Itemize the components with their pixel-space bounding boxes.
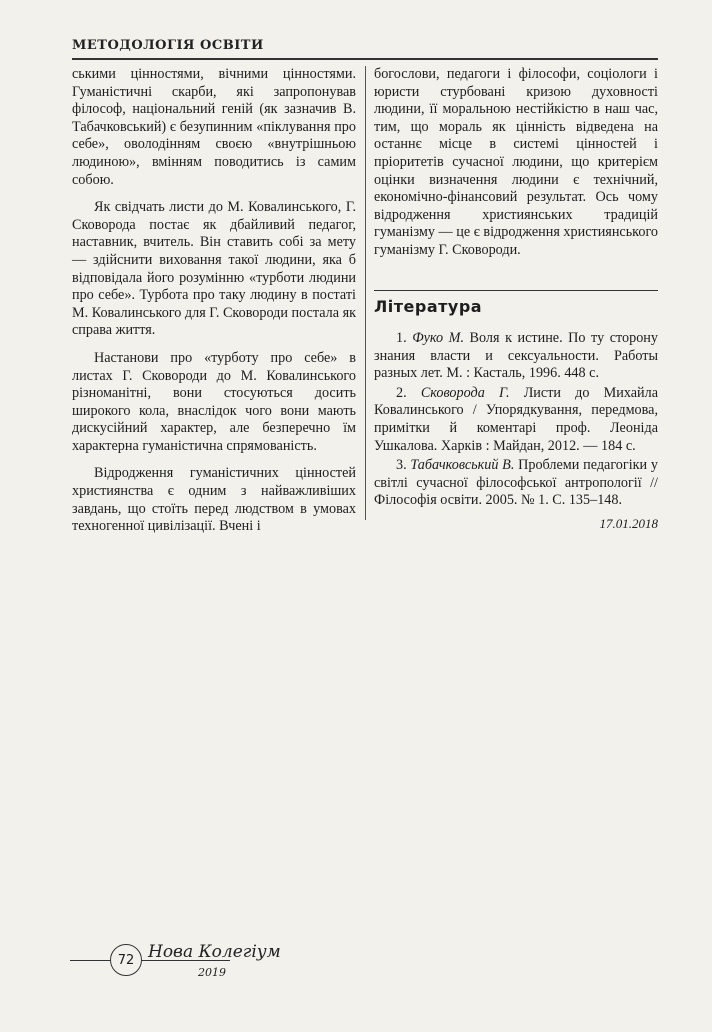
journal-logo: Нова Колегіум bbox=[148, 942, 281, 962]
page-number: 72 bbox=[110, 944, 142, 976]
section-rule bbox=[374, 290, 658, 291]
page-footer bbox=[70, 936, 290, 982]
running-header: МЕТОДОЛОГІЯ ОСВІТИ bbox=[72, 38, 264, 53]
reference-item bbox=[374, 457, 658, 510]
reference-item bbox=[374, 330, 658, 383]
paragraph: богослови, педагоги і філософи, соціологи і юристи стурбовані кризою духовності людини, її моральною нестійкістю в наш час, тим, що мораль як цінність відведена на останнє місце в системі цінностей і пріоритетів сучасної людини, що критерієм оцінки визначення людини є технічний, економічно-фінансовий результат. Ось чому відродження християнських традицій гуманізму — це є відродження християнського гуманізму Г. Сковороди. bbox=[374, 66, 658, 258]
paragraph: Відродження гуманістичних цінностей християнства є одним з найважливіших завдань, що стоїть перед людством в умовах техногенної цивілізації. Вчені і bbox=[72, 465, 356, 535]
reference-text: Воля к истине. По ту сторону знания власти и сексуальности. Работы разных лет. М. : Касталь, 1996. 448 с. bbox=[374, 330, 658, 382]
reference-number: 3. bbox=[396, 457, 407, 474]
reference-number: 2. bbox=[396, 384, 407, 401]
reference-text: Листи до Михайла Ковалинського / Упорядкування, передмова, примітки й коментарі проф. Леоніда Ушкалова. Харків : Майдан, 2012. — 184 с. bbox=[374, 384, 659, 454]
paragraph: Як свідчать листи до М. Ковалинського, Г. Сковорода постає як дбайливий педагог, наставник, вчитель. Він ставить собі за мету — здійснити виховання такої людини, яка б відповідала його розумінню «турботи людини про себе». Турбота про таку людину в постаті М. Ковалинського для Г. Сковороди постала як справа життя. bbox=[72, 199, 356, 339]
reference-author: Сковорода Г. bbox=[420, 384, 510, 401]
paragraph: Настанови про «турботу про себе» в листах Г. Сковороди до М. Ковалинського різноманітні, вони стосуються досить широкого кола, внаслідок чого вони мають дискусійний характер, але безперечно їм характерна гуманістична спрямованість. bbox=[72, 349, 356, 454]
header-rule bbox=[72, 58, 658, 60]
right-column bbox=[374, 66, 658, 260]
reference-text: Проблеми педагогіки у світлі сучасної філософської антропології // Філософія освіти. 2005. № 1. С. 135–148. bbox=[374, 457, 658, 509]
reference-number: 1. bbox=[396, 330, 407, 346]
literature-title: Література bbox=[374, 297, 483, 316]
reference-author: Фуко М. bbox=[412, 330, 464, 346]
reference-item bbox=[374, 385, 658, 455]
literature-section bbox=[374, 290, 658, 512]
journal-year: 2019 bbox=[198, 966, 226, 979]
left-column bbox=[72, 66, 356, 536]
reference-author: Табачковський В. bbox=[410, 457, 515, 474]
paragraph: ськими цінностями, вічними цінностями. Гуманістичні скарби, які запропонував філософ, національний геній (як зазначив В. Табачковський) є безупинним «піклування про себе», оволодінням своєю «внутрішньою людиною», вмінням поводитись із самим собою. bbox=[72, 66, 356, 188]
column-divider bbox=[365, 66, 366, 520]
reference-list bbox=[374, 330, 658, 510]
submission-date: 17.01.2018 bbox=[599, 516, 658, 531]
